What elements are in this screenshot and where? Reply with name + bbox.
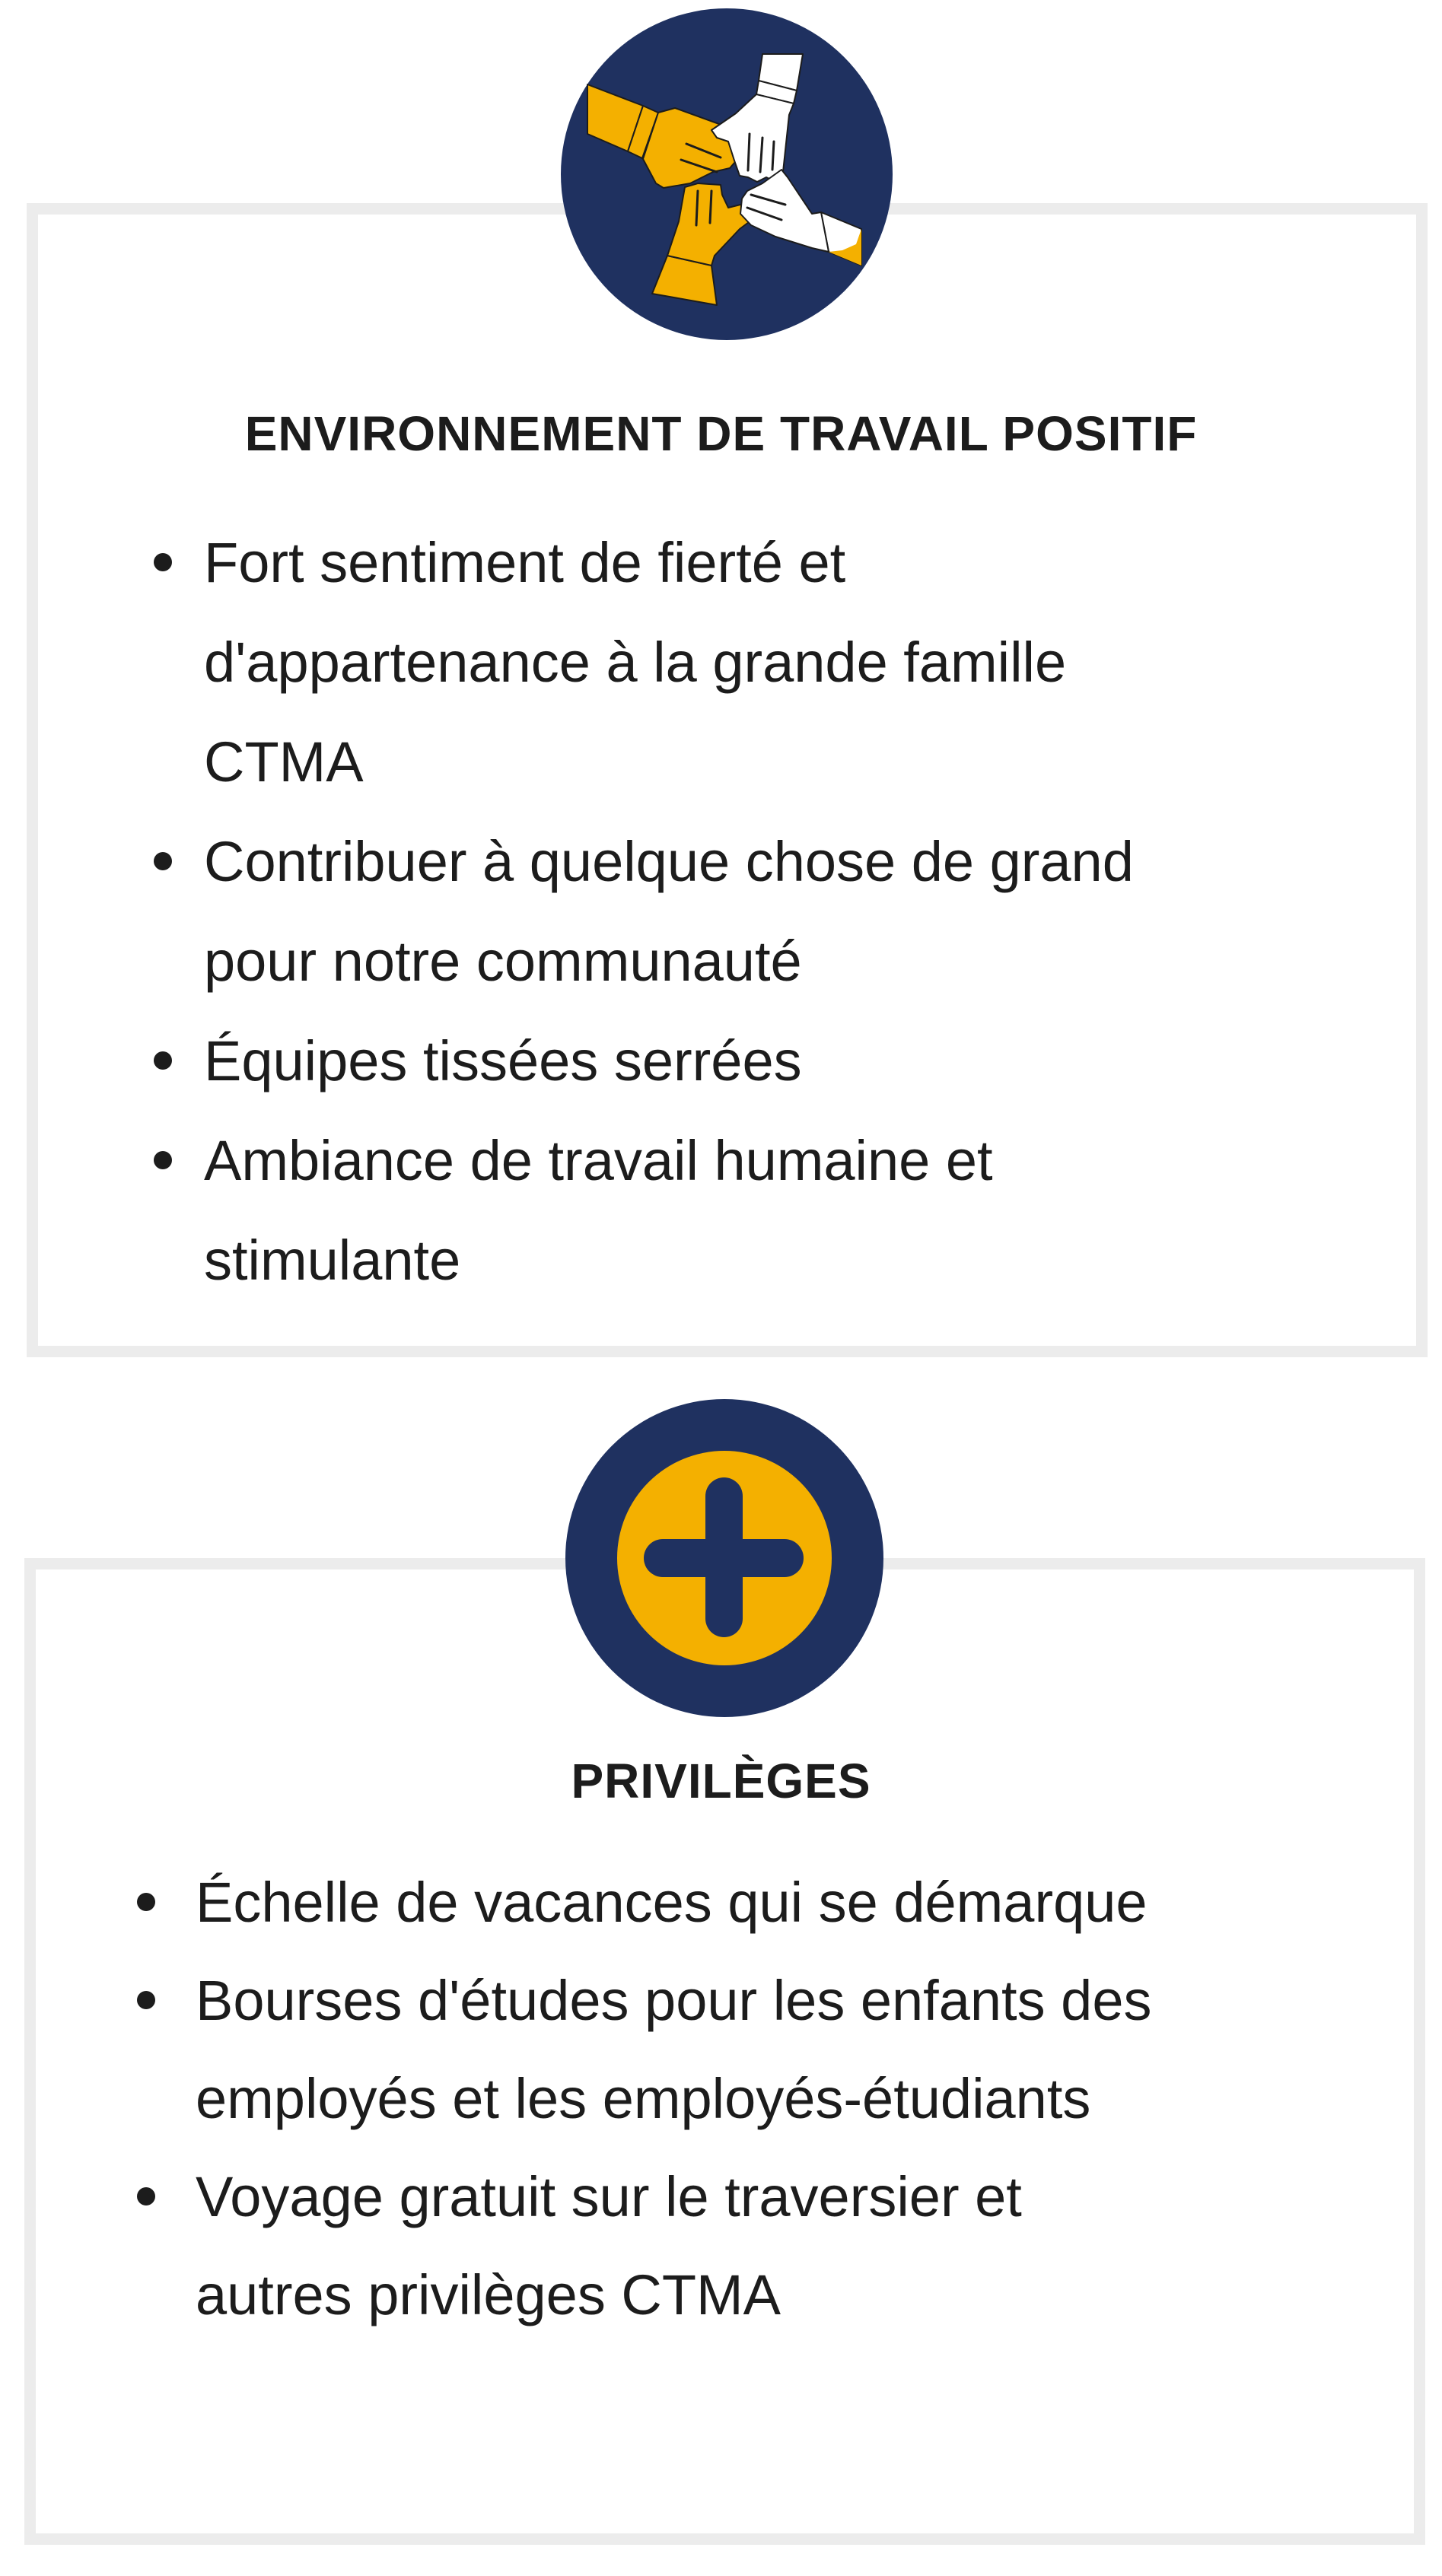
- bullet-icon: [137, 1893, 155, 1911]
- bullet-icon: [137, 1991, 155, 2009]
- bullet-icon: [137, 2187, 155, 2206]
- list-item: Échelle de vacances qui se démarque: [129, 1853, 1377, 1951]
- list-item: Ambiance de travail humaine et stimulante: [145, 1111, 1377, 1310]
- teamwork-hands-icon: [561, 8, 893, 340]
- list-item: Contribuer à quelque chose de grand pour notre communauté: [145, 812, 1377, 1011]
- list-item: Bourses d'études pour les enfants des employés et les employés-étudiants: [129, 1951, 1377, 2148]
- bullet-icon: [154, 1151, 172, 1169]
- list-item: Fort sentiment de fierté et d'appartenance à la grande famille CTMA: [145, 513, 1377, 812]
- section-title: ENVIRONNEMENT DE TRAVAIL POSITIF: [244, 406, 1198, 461]
- list-item: Équipes tissées serrées: [145, 1011, 1377, 1111]
- bullet-icon: [154, 852, 172, 870]
- list-item: Voyage gratuit sur le traversier et autres privilèges CTMA: [129, 2148, 1377, 2344]
- plus-circle-icon: [565, 1399, 883, 1717]
- section-title: PRIVILÈGES: [571, 1754, 871, 1808]
- privileges-list: [129, 1853, 1377, 2344]
- bullet-icon: [154, 1051, 172, 1070]
- bullet-icon: [154, 553, 172, 571]
- environment-benefits-list: [145, 513, 1377, 1310]
